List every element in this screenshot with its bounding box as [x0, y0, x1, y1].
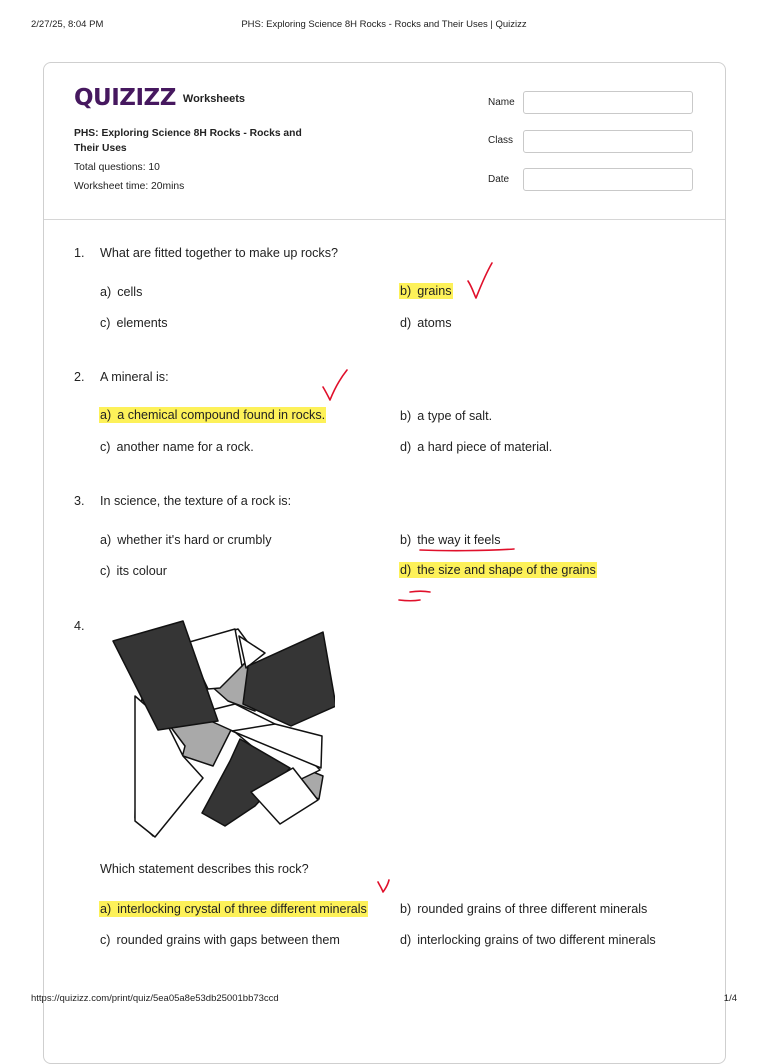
option-text: a chemical compound found in rocks. — [117, 408, 326, 422]
option-text: the way it feels — [417, 533, 501, 547]
option-letter: d) — [400, 563, 412, 577]
question-text: Which statement describes this rock? — [100, 862, 309, 876]
option-3b — [399, 532, 502, 548]
option-letter: b) — [400, 533, 412, 547]
option-4c — [99, 932, 341, 948]
option-letter: b) — [400, 902, 412, 916]
option-letter: a) — [100, 285, 112, 299]
logo-subtitle: Worksheets — [182, 93, 246, 105]
option-letter: a) — [100, 902, 112, 916]
option-letter: d) — [400, 933, 412, 947]
option-letter: a) — [100, 408, 112, 422]
option-text: a type of salt. — [417, 409, 493, 423]
option-4b — [399, 901, 648, 917]
worksheet-header — [44, 63, 725, 220]
class-label: Class — [488, 135, 514, 146]
option-text: another name for a rock. — [116, 440, 254, 454]
option-text: its colour — [116, 564, 167, 578]
name-field[interactable] — [523, 91, 693, 114]
option-text: interlocking crystal of three different minerals — [117, 902, 367, 916]
option-text: rounded grains of three different minerals — [417, 902, 648, 916]
option-1d — [399, 315, 453, 331]
option-letter: b) — [400, 284, 412, 298]
rock-grain — [243, 632, 335, 726]
option-2d — [399, 439, 553, 455]
print-url: https://quizizz.com/print/quiz/5ea05a8e53db25001bb73ccd — [31, 993, 279, 1004]
option-text: a hard piece of material. — [417, 440, 553, 454]
question-text: What are fitted together to make up rocks? — [100, 246, 339, 260]
option-text: grains — [417, 284, 452, 298]
option-text: the size and shape of the grains — [417, 563, 596, 577]
option-text: elements — [116, 316, 168, 330]
option-3d — [399, 562, 597, 578]
logo-wordmark: QUIZIZZ — [74, 85, 176, 111]
option-3a — [99, 532, 273, 548]
print-page-title: PHS: Exploring Science 8H Rocks - Rocks and Their Uses | Quizizz — [241, 19, 527, 30]
option-4a — [99, 901, 368, 917]
question-number: 4. — [74, 619, 85, 633]
option-1c — [99, 315, 169, 331]
total-questions: Total questions: 10 — [74, 162, 160, 173]
date-label: Date — [488, 174, 510, 185]
page-number: 1/4 — [723, 993, 737, 1004]
option-text: interlocking grains of two different minerals — [417, 933, 656, 947]
option-text: cells — [117, 285, 143, 299]
option-letter: c) — [100, 564, 111, 578]
print-timestamp: 2/27/25, 8:04 PM — [31, 19, 104, 30]
rock-texture-image — [65, 556, 335, 846]
option-2b — [399, 408, 493, 424]
question-number: 3. — [74, 494, 85, 508]
quizizz-logo — [74, 85, 245, 111]
option-text: atoms — [417, 316, 452, 330]
option-letter: d) — [400, 440, 412, 454]
question-number: 2. — [74, 370, 85, 384]
option-4d — [399, 932, 657, 948]
class-field[interactable] — [523, 130, 693, 153]
option-text: rounded grains with gaps between them — [116, 933, 340, 947]
option-1a — [99, 284, 143, 300]
option-letter: c) — [100, 440, 111, 454]
option-2c — [99, 439, 255, 455]
option-letter: c) — [100, 316, 111, 330]
question-text: A mineral is: — [100, 370, 169, 384]
option-letter: b) — [400, 409, 412, 423]
option-2a — [99, 407, 326, 423]
question-number: 1. — [74, 246, 85, 260]
option-text: whether it's hard or crumbly — [117, 533, 272, 547]
name-label: Name — [488, 97, 515, 108]
option-letter: c) — [100, 933, 111, 947]
worksheet-time: Worksheet time: 20mins — [74, 181, 185, 192]
date-field[interactable] — [523, 168, 693, 191]
rock-grain — [113, 621, 218, 730]
option-letter: d) — [400, 316, 412, 330]
question-text: In science, the texture of a rock is: — [100, 494, 292, 508]
option-letter: a) — [100, 533, 112, 547]
worksheet-title: PHS: Exploring Science 8H Rocks - Rocks and Their Uses — [74, 128, 302, 154]
option-1b — [399, 283, 453, 299]
